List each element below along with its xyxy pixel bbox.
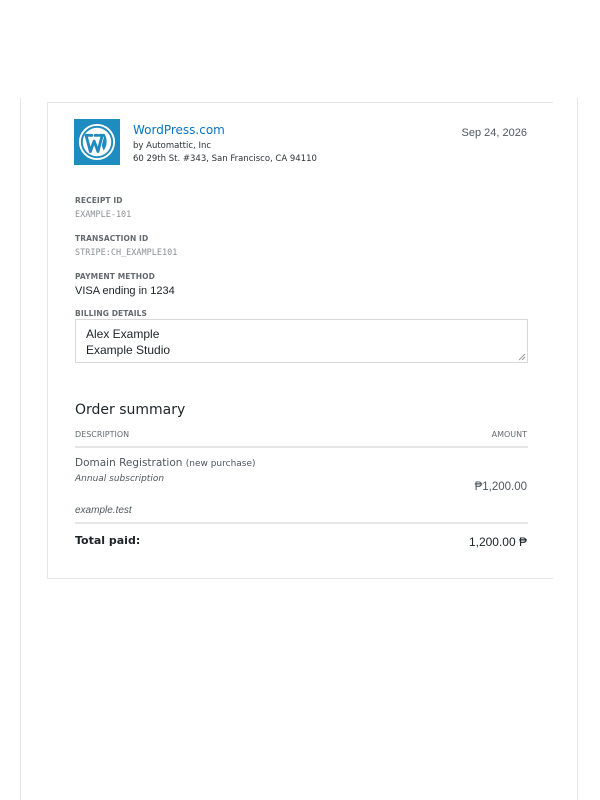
- company-by: by Automattic, Inc: [133, 141, 212, 151]
- amount-column-header: AMOUNT: [491, 430, 527, 439]
- receipt-date: Sep 24, 2026: [461, 127, 527, 139]
- receipt-id-value: EXAMPLE-101: [75, 210, 132, 220]
- wordpress-logo-icon: [74, 119, 120, 165]
- total-divider: [75, 522, 528, 524]
- line-item-subtitle: Annual subscription: [75, 474, 165, 484]
- resize-grip-icon[interactable]: [518, 353, 526, 361]
- description-column-header: DESCRIPTION: [75, 430, 130, 439]
- company-name-link[interactable]: WordPress.com: [133, 123, 225, 137]
- line-item-domain: example.test: [75, 505, 132, 516]
- billing-company: Example Studio: [86, 343, 171, 357]
- billing-details-label: BILLING DETAILS: [75, 309, 148, 318]
- payment-method-value: VISA ending in 1234: [75, 285, 175, 297]
- line-item-amount: ₱1,200.00: [474, 481, 527, 493]
- line-item-name: Domain Registration: [75, 457, 183, 469]
- billing-details-textarea[interactable]: [75, 319, 528, 363]
- receipt-card: [47, 102, 553, 579]
- transaction-id-value: STRIPE:CH_EXAMPLE101: [75, 248, 178, 258]
- line-item-qualifier: (new purchase): [185, 459, 256, 469]
- payment-method-label: PAYMENT METHOD: [75, 272, 155, 281]
- total-paid-label: Total paid:: [75, 534, 141, 547]
- header-divider: [75, 446, 528, 448]
- receipt-id-label: RECEIPT ID: [75, 196, 123, 205]
- billing-name: Alex Example: [86, 327, 160, 341]
- transaction-id-label: TRANSACTION ID: [75, 234, 149, 243]
- total-paid-value: 1,200.00 ₱: [468, 535, 527, 549]
- order-summary-title: Order summary: [75, 402, 186, 418]
- line-item-description: [75, 457, 256, 469]
- company-address: 60 29th St. #343, San Francisco, CA 94110: [133, 154, 317, 164]
